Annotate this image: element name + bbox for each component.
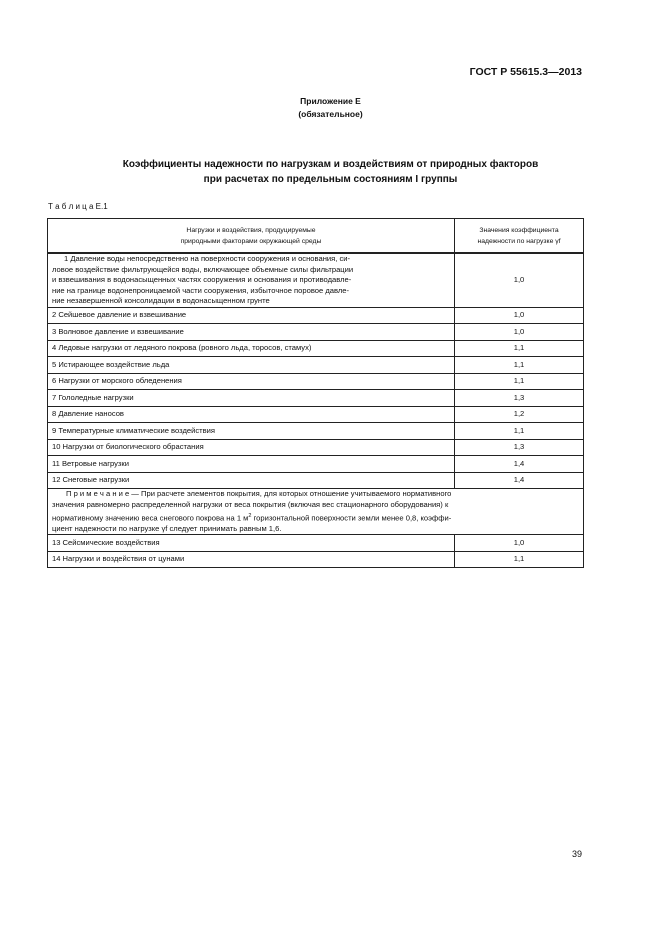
row-label: 4 Ледовые нагрузки от ледяного покрова (ровного льда, торосов, стамух) xyxy=(48,340,455,357)
table-label: Т а б л и ц а Е.1 xyxy=(48,202,108,211)
row-label: 13 Сейсмические воздействия xyxy=(48,535,455,552)
table-row xyxy=(48,253,584,307)
row-value: 1,1 xyxy=(455,423,584,440)
header-coefficient-line-1: Значения коэффициента xyxy=(479,226,559,234)
row-value: 1,1 xyxy=(455,551,584,568)
row1-line: ние незавершенной консолидации в водонасыщенном грунте xyxy=(52,296,270,306)
note-line-2: значения равномерно распределенной нагрузки от веса покрытия (включая вес стационарного оборудования) к xyxy=(52,500,449,510)
row-label: 10 Нагрузки от биологического обрастания xyxy=(48,439,455,456)
table-row xyxy=(48,307,584,324)
row-value: 1,3 xyxy=(455,390,584,407)
row-label: 2 Сейшевое давление и взвешивание xyxy=(48,307,455,324)
table-row xyxy=(48,324,584,341)
row-label: 6 Нагрузки от морского обледенения xyxy=(48,373,455,390)
row-value: 1,4 xyxy=(455,456,584,473)
title-line-2: при расчетах по предельным состояниям I группы xyxy=(203,174,458,185)
table-row xyxy=(48,357,584,374)
row-value: 1,1 xyxy=(455,340,584,357)
row-label: 14 Нагрузки и воздействия от цунами xyxy=(48,551,455,568)
appendix-title: Приложение Е xyxy=(300,96,361,106)
appendix-heading xyxy=(0,95,661,121)
row-label: 8 Давление наносов xyxy=(48,406,455,423)
note-line-3 xyxy=(52,511,579,524)
row-label: 12 Снеговые нагрузки xyxy=(48,472,455,489)
row-value: 1,0 xyxy=(455,324,584,341)
row-label: 5 Истирающее воздействие льда xyxy=(48,357,455,374)
row-value: 1,3 xyxy=(455,439,584,456)
table-row xyxy=(48,472,584,489)
row-label: 3 Волновое давление и взвешивание xyxy=(48,324,455,341)
document-title xyxy=(0,157,661,187)
row-label xyxy=(48,253,455,307)
title-line-1: Коэффициенты надежности по нагрузкам и воздействиям от природных факторов xyxy=(122,159,539,170)
header-loads xyxy=(48,219,455,254)
note-line-3-start: нормативному значению веса снегового покрова на 1 м xyxy=(52,513,249,523)
row-label: 9 Температурные климатические воздействия xyxy=(48,423,455,440)
coefficients-table xyxy=(47,218,584,568)
row-value: 1,4 xyxy=(455,472,584,489)
header-coefficient xyxy=(455,219,584,254)
table-row xyxy=(48,340,584,357)
appendix-subtitle: (обязательное) xyxy=(298,109,363,119)
row-value: 1,1 xyxy=(455,357,584,374)
row-value: 1,0 xyxy=(455,253,584,307)
row-value: 1,0 xyxy=(455,307,584,324)
table-header-row xyxy=(48,219,584,254)
standard-code: ГОСТ Р 55615.3—2013 xyxy=(469,66,582,78)
row-value: 1,2 xyxy=(455,406,584,423)
table-row xyxy=(48,535,584,552)
row-label: 7 Гололедные нагрузки xyxy=(48,390,455,407)
table-row xyxy=(48,439,584,456)
row-label: 11 Ветровые нагрузки xyxy=(48,456,455,473)
note-line-4: циент надежности по нагрузке γf следует принимать равным 1,6. xyxy=(52,523,282,533)
table-row xyxy=(48,373,584,390)
note-line-1: П р и м е ч а н и е — При расчете элементов покрытия, для которых отношение учитываемого нормативного xyxy=(66,489,452,499)
table-row xyxy=(48,406,584,423)
row1-line: ловое воздействие фильтрующейся воды, включающее объемные силы фильтрации xyxy=(52,264,354,274)
table-note-row xyxy=(48,489,584,535)
table-row xyxy=(48,456,584,473)
header-loads-line-2: природными факторами окружающей среды xyxy=(180,237,322,245)
row1-line: 1 Давление воды непосредственно на поверхности сооружения и основания, си- xyxy=(64,254,351,263)
note-line-3-end: горизонтальной поверхности земли менее 0,8, коэффи- xyxy=(251,513,452,523)
page-number: 39 xyxy=(571,849,582,859)
table-row xyxy=(48,423,584,440)
row-value: 1,0 xyxy=(455,535,584,552)
row-value: 1,1 xyxy=(455,373,584,390)
table-note xyxy=(48,489,584,535)
table-row xyxy=(48,551,584,568)
note-superscript: 2 xyxy=(248,512,252,519)
row1-line: и взвешивания в водонасыщенных частях сооружения и основания и противодавле- xyxy=(52,275,352,285)
header-coefficient-line-2: надежности по нагрузке γf xyxy=(477,237,561,245)
header-loads-line-1: Нагрузки и воздействия, продуцируемые xyxy=(186,226,316,234)
table-row xyxy=(48,390,584,407)
row1-line: ние на границе водонепроницаемой части сооружения, избыточное поровое давле- xyxy=(52,285,350,295)
